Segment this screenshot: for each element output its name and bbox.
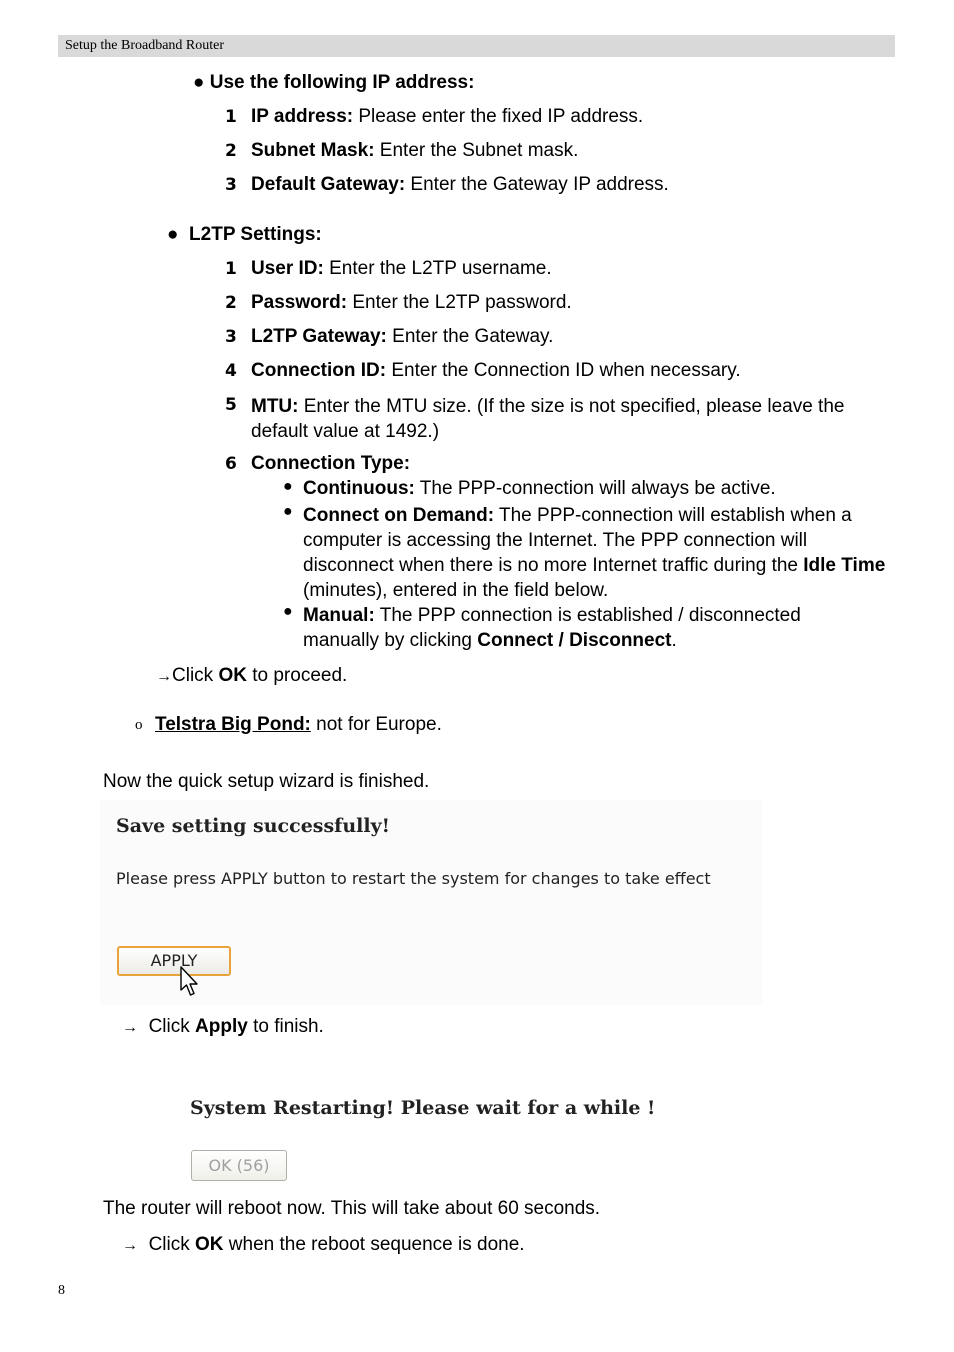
item-number: 1 [225, 107, 237, 127]
ip-section-heading [193, 72, 474, 94]
instruction-text: to finish. [247, 1016, 324, 1037]
save-setting-screenshot [100, 800, 762, 1005]
list-item-text [251, 292, 572, 314]
wizard-finished-text: Now the quick setup wizard is finished. [103, 771, 430, 792]
list-item [225, 360, 237, 382]
connection-type-manual [303, 603, 863, 653]
click-ok-instruction [156, 665, 347, 687]
list-item-text [251, 326, 553, 348]
instruction-text: Click [148, 1234, 196, 1255]
sub-bullet: ● [283, 603, 293, 620]
item-number: 4 [225, 361, 237, 381]
item-text: Enter the Subnet mask. [374, 140, 579, 161]
page-number: 8 [58, 1283, 65, 1298]
item-label: Connect on Demand: [303, 505, 495, 526]
item-text: The PPP-connection will always be active. [414, 478, 776, 499]
list-item [225, 106, 237, 128]
item-text: The PPP-connection will establish when a computer is accessing the Internet. The PPP connection will disconnect when there is no more Internet traffic during the [303, 505, 852, 576]
item-text: . [671, 630, 677, 651]
apply-button[interactable]: APPLY [117, 946, 231, 976]
telstra-bullet: o [135, 717, 143, 733]
save-title: Save setting successfully! [116, 815, 390, 837]
sub-bullet: ● [283, 478, 293, 495]
mouse-cursor-icon [180, 966, 200, 998]
list-item [225, 394, 237, 416]
item-number: 1 [225, 259, 237, 279]
l2tp-section-heading [167, 224, 322, 246]
restart-title: System Restarting! Please wait for a while ! [190, 1097, 656, 1119]
instruction-bold: OK [218, 665, 247, 686]
list-item-text [251, 140, 578, 162]
item-number: 3 [225, 327, 237, 347]
list-item [225, 292, 237, 314]
connection-type-on-demand [303, 503, 895, 603]
item-label: Connection ID: [251, 360, 387, 381]
item-text: Enter the MTU size. (If the size is not specified, please leave the default value at 1492.) [251, 396, 845, 442]
ok-countdown-button[interactable]: OK (56) [191, 1150, 287, 1181]
bullet: ● [193, 72, 205, 93]
item-number: 5 [225, 395, 237, 415]
item-text: (minutes), entered in the field below. [303, 580, 609, 601]
item-label: Connection Type: [251, 453, 411, 474]
instruction-text: when the reboot sequence is done. [223, 1234, 525, 1255]
sub-bullet: ● [283, 503, 293, 520]
item-text: Please enter the fixed IP address. [353, 106, 644, 127]
bullet: ● [167, 224, 179, 245]
list-item [225, 174, 237, 196]
list-item [225, 326, 237, 348]
list-item-text [251, 360, 741, 382]
item-text: Enter the L2TP password. [347, 292, 572, 313]
telstra-label: Telstra Big Pond: [155, 714, 311, 735]
item-number: 2 [225, 293, 237, 313]
item-number: 2 [225, 141, 237, 161]
save-message: Please press APPLY button to restart the system for changes to take effect [116, 869, 711, 888]
item-label: Password: [251, 292, 348, 313]
item-label: Subnet Mask: [251, 140, 375, 161]
item-text: Enter the Connection ID when necessary. [386, 360, 741, 381]
arrow-icon: → [156, 668, 172, 685]
instruction-text: Click [148, 1016, 196, 1037]
instruction-text: Click [172, 665, 219, 686]
instruction-text: to proceed. [246, 665, 348, 686]
heading-text: L2TP Settings: [189, 224, 322, 245]
item-number: 6 [225, 454, 237, 474]
instruction-bold: Apply [195, 1016, 248, 1037]
item-label: Manual: [303, 605, 375, 626]
item-text: Enter the Gateway. [386, 326, 554, 347]
reboot-text: The router will reboot now. This will take about 60 seconds. [103, 1198, 601, 1219]
telstra-item [155, 714, 442, 736]
item-bold: Connect / Disconnect [477, 630, 672, 651]
arrow-icon: → [122, 1019, 138, 1036]
telstra-text: not for Europe. [310, 714, 442, 735]
list-item-text [251, 394, 896, 444]
list-item-text [251, 174, 669, 196]
click-apply-instruction [122, 1016, 324, 1038]
connection-type-continuous [303, 478, 776, 500]
arrow-icon: → [122, 1237, 138, 1254]
list-item [225, 453, 237, 475]
item-text: The PPP connection is established / disconnected manually by clicking [303, 605, 801, 651]
click-ok-reboot-instruction [122, 1234, 525, 1256]
item-label: Default Gateway: [251, 174, 406, 195]
item-label: L2TP Gateway: [251, 326, 387, 347]
item-bold: Idle Time [803, 555, 886, 576]
list-item [225, 258, 237, 280]
item-text: Enter the L2TP username. [323, 258, 552, 279]
list-item-text [251, 453, 410, 475]
item-number: 3 [225, 175, 237, 195]
instruction-bold: OK [195, 1234, 224, 1255]
item-label: IP address: [251, 106, 354, 127]
heading-text: Use the following IP address: [209, 72, 475, 93]
list-item-text [251, 258, 552, 280]
item-text: Enter the Gateway IP address. [405, 174, 669, 195]
item-label: MTU: [251, 396, 299, 417]
list-item [225, 140, 237, 162]
page-header-title: Setup the Broadband Router [65, 38, 225, 53]
item-label: Continuous: [303, 478, 415, 499]
page-header [58, 35, 895, 57]
item-label: User ID: [251, 258, 324, 279]
list-item-text [251, 106, 643, 128]
